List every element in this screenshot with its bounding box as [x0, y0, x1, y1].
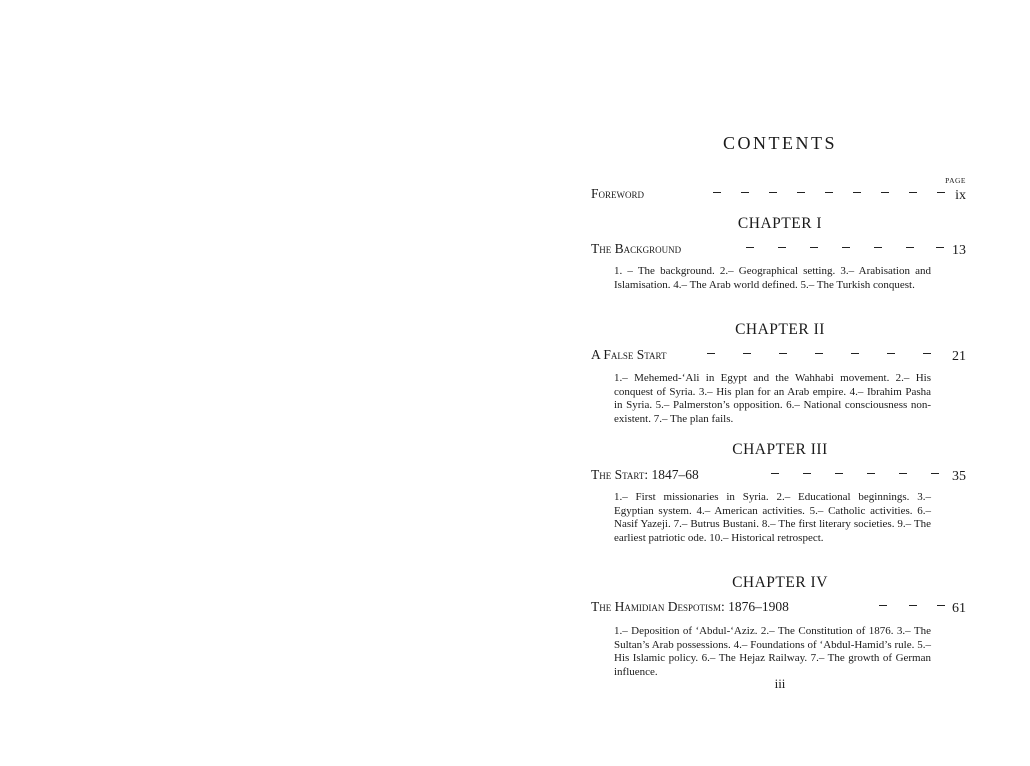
chapter-heading: CHAPTER I [737, 215, 823, 232]
entry-title: The Background [591, 241, 682, 256]
dot-leader [591, 353, 966, 363]
dot-leader [591, 473, 966, 483]
entry-page-number: ix [955, 188, 966, 203]
entry-page-number: 61 [952, 601, 966, 616]
dot-leader [591, 247, 966, 257]
chapter-summary: 1.– First missionaries in Syria. 2.– Educational beginnings. 3.– Egyptian system. 4.– American activities. 5.– Catholic activities. 6.– Nasif Yazeji. 7.– Butrus Bustani. 8.– The first literary societies. 9.– The earliest patriotic ode. 10.– Historical retrospect. [614, 491, 931, 544]
entry-page-number: 21 [952, 349, 966, 364]
entry-title: Foreword [591, 186, 645, 201]
chapter-heading: CHAPTER IV [732, 574, 828, 591]
chapter-summary: 1.– Deposition of ‘Abdul-‘Aziz. 2.– The Constitution of 1876. 3.– The Sultan’s Arab possessions. 4.– Foundations of ‘Abdul-Hamid’s rule. 5.– His Islamic policy. 6.– The Hejaz Railway. 7.– The growth of German influence. [614, 625, 931, 678]
entry-page-number: 35 [952, 469, 966, 484]
entry-page-number: 13 [952, 243, 966, 258]
entry-title: The Start: 1847–68 [591, 467, 699, 482]
chapter-summary: 1. – The background. 2.– Geographical setting. 3.– Arabisation and Islamisation. 4.– The Arab world defined. 5.– The Turkish conquest. [614, 265, 931, 291]
entry-title: A False Start [591, 347, 667, 362]
toc-entry-hamidian-despotism [591, 599, 966, 617]
dot-leader [591, 192, 966, 202]
toc-entry-background [591, 241, 966, 259]
dot-leader [591, 605, 966, 615]
chapter-heading: CHAPTER II [735, 321, 825, 338]
chapter-summary: 1.– Mehemed-‘Ali in Egypt and the Wahhabi movement. 2.– His conquest of Syria. 3.– His plan for an Arab empire. 4.– Ibrahim Pasha in Syria. 5.– Palmerston’s opposition. 6.– National consciousness non-existent. 7.– The plan fails. [614, 372, 931, 425]
toc-entry-the-start [591, 467, 966, 485]
page-folio: iii [774, 676, 786, 691]
entry-title: The Hamidian Despotism: 1876–1908 [591, 599, 789, 614]
page-title: CONTENTS [723, 133, 837, 153]
page-column-label: PAGE [945, 176, 966, 185]
toc-entry-false-start [591, 347, 966, 365]
chapter-heading: CHAPTER III [732, 441, 828, 458]
toc-entry-foreword [591, 186, 966, 204]
